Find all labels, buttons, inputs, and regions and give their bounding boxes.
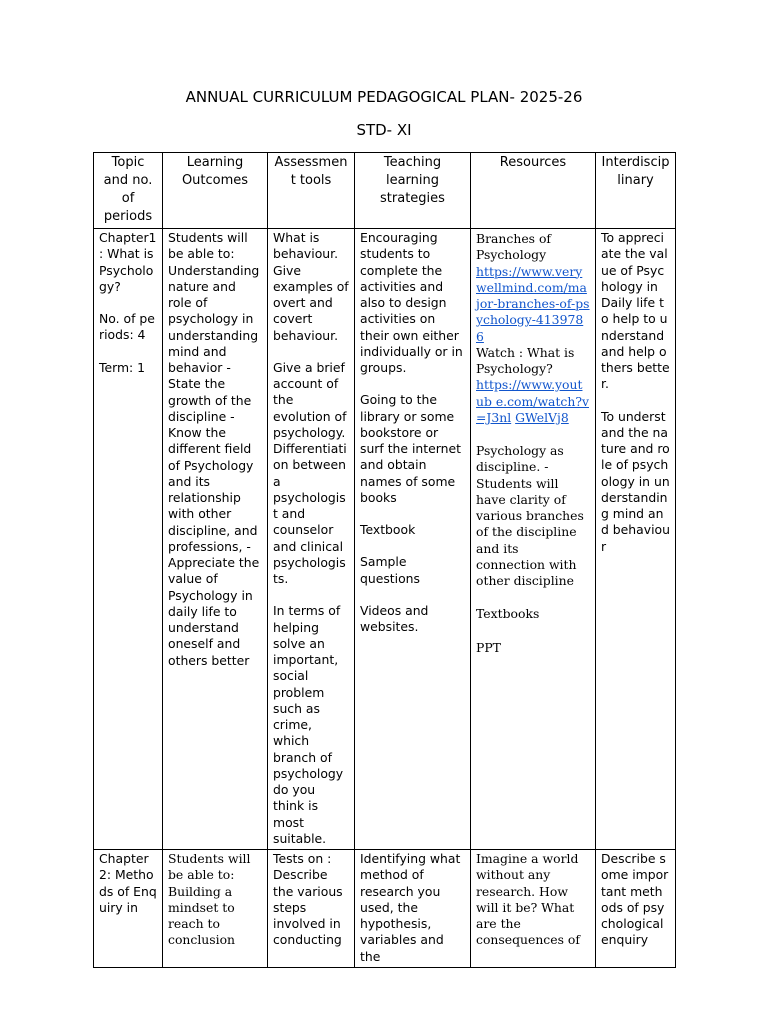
interdisciplinary-cell — [596, 229, 676, 850]
strategy-item: Videos and websites. — [360, 602, 429, 634]
header-interdisciplinary: Interdisciplinary — [596, 153, 676, 229]
periods-count: No. of periods: 4 — [99, 311, 155, 343]
strategies-cell: Identifying what method of research you used, the hypothesis, variables and the — [355, 850, 471, 968]
textbooks-label: Textbooks — [476, 606, 540, 622]
strategy-item: Textbook — [360, 522, 416, 537]
outcomes-cell: Students will be able to: Understanding nature and role of psychology in understanding mind and behavior -State the growth of the discipline -Know the different field of Psychology and its relationship with other discipline, and professions, -Appreciate the value of Psychology in daily life to understand oneself and others better — [163, 229, 268, 850]
strategies-cell — [355, 229, 471, 850]
table-row — [94, 229, 676, 850]
interdisciplinary-item: To understand the nature and role of psychology in understanding mind and behaviour — [601, 408, 670, 554]
ppt-label: PPT — [476, 639, 501, 655]
topic-cell — [94, 229, 163, 850]
assessment-cell — [268, 229, 355, 850]
resources-cell — [471, 229, 596, 850]
assessment-question: Give a brief account of the evolution of psychology. Differentiation between a psychologist and counselor and clinical psychologists. — [273, 359, 347, 586]
page-subtitle: STD- XI — [356, 121, 412, 139]
interdisciplinary-cell: Describe some important methods of psychological enquiry — [596, 850, 676, 968]
assessment-question: In terms of helping solve an important, social problem such as crime, which branch of psychology do you think is most suitable. — [273, 603, 344, 846]
topic-cell: Chapter 2: Methods of Enquiry in — [94, 850, 163, 968]
page-title: ANNUAL CURRICULUM PEDAGOGICAL PLAN- 2025-26 — [185, 88, 583, 106]
table-row — [94, 850, 676, 968]
resources-cell: Imagine a world without any research. How will it be? What are the consequences of — [471, 850, 596, 968]
resource-heading: Branches of Psychology — [476, 231, 551, 263]
assessment-cell: Tests on : Describe the various steps involved in conducting — [268, 850, 355, 968]
chapter-title: Chapter1 : What is Psychology? — [99, 230, 157, 294]
header-outcomes: Learning Outcomes — [163, 153, 268, 229]
header-resources: Resources — [471, 153, 596, 229]
outcomes-cell: Students will be able to: Building a mindset to reach to conclusion — [163, 850, 268, 968]
curriculum-table — [93, 152, 676, 968]
assessment-question: What is behaviour. Give examples of overt and covert behaviour. — [273, 230, 349, 343]
strategy-item: Going to the library or some bookstore or surf the internet and obtain names of some books — [360, 392, 461, 505]
header-strategies: Teaching learning strategies — [355, 153, 471, 229]
branches-link[interactable]: https://www.verywellmind.com/major-branches-of-psychology-4139786 — [476, 263, 590, 344]
video-link[interactable]: https://www.youtub e.com/watch?v=J3nl — [476, 377, 589, 425]
header-topic: Topic and no. of periods — [94, 153, 163, 229]
watch-label: Watch : What is Psychology? — [476, 344, 575, 376]
video-link-continued[interactable]: GWelVj8 — [515, 409, 569, 425]
discipline-text: Psychology as discipline. -Students will have clarity of various branches of the discipline and its connection with other discipline — [476, 443, 584, 588]
strategy-item: Encouraging students to complete the activities and also to design activities on their own either individually or in groups. — [360, 230, 463, 375]
interdisciplinary-item: To appreciate the value of Psychology in Daily life to help to understand and help others better. — [601, 230, 670, 392]
strategy-item: Sample questions — [360, 554, 420, 586]
table-header-row — [94, 153, 676, 229]
header-assessment: Assessment tools — [268, 153, 355, 229]
term-label: Term: 1 — [99, 359, 146, 375]
